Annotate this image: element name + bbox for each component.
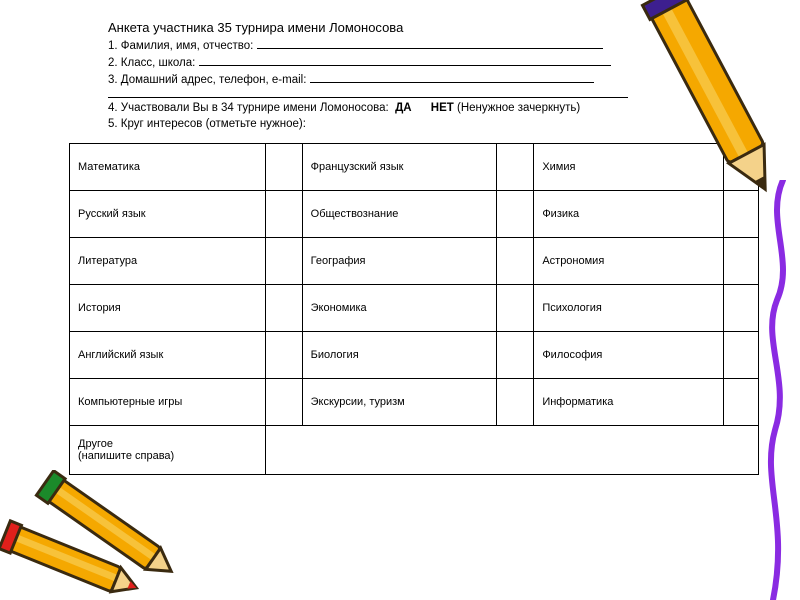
answer-yes[interactable]: ДА [395,102,412,114]
interest-checkbox[interactable] [265,285,302,332]
table-row [70,285,759,332]
table-row [70,332,759,379]
interest-label: Французский язык [302,144,497,191]
question-2-field[interactable] [199,54,611,66]
interest-label: Химия [534,144,724,191]
interest-checkbox[interactable] [497,144,534,191]
interest-checkbox[interactable] [265,238,302,285]
wavy-line-icon [755,180,800,600]
table-row-other [70,426,759,475]
interest-checkbox[interactable] [265,144,302,191]
interest-checkbox[interactable] [497,285,534,332]
interest-label: Компьютерные игры [70,379,266,426]
interest-label: Экономика [302,285,497,332]
interest-label: Русский язык [70,191,266,238]
question-4-label: 4. Участвовали Вы в 34 турнире имени Ломоносова: [108,102,389,114]
interest-label: Философия [534,332,724,379]
other-label [70,426,266,475]
interest-checkbox[interactable] [724,379,759,426]
interest-checkbox[interactable] [265,332,302,379]
interest-label: География [302,238,497,285]
interest-label: Литература [70,238,266,285]
interest-checkbox[interactable] [497,238,534,285]
answer-no[interactable]: НЕТ [430,102,454,114]
interest-label: Психология [534,285,724,332]
interest-checkbox[interactable] [724,332,759,379]
interest-checkbox[interactable] [724,285,759,332]
question-3-label: 3. Домашний адрес, телефон, e-mail: [108,74,307,86]
question-4-note: (Ненужное зачеркнуть) [456,102,581,114]
question-3-field[interactable] [310,71,594,83]
question-4 [108,100,668,116]
interest-checkbox[interactable] [497,332,534,379]
interest-checkbox[interactable] [724,238,759,285]
question-5-label: 5. Круг интересов (отметьте нужное): [108,118,306,130]
interest-checkbox[interactable] [497,379,534,426]
table-row [70,379,759,426]
question-1 [108,37,668,54]
survey-header [108,20,668,132]
interest-checkbox[interactable] [497,191,534,238]
other-input-cell[interactable] [265,426,758,475]
question-3-extra-line[interactable] [108,88,628,98]
table-row [70,238,759,285]
question-1-label: 1. Фамилия, имя, отчество: [108,40,254,52]
interest-label: Информатика [534,379,724,426]
interest-label: Обществознание [302,191,497,238]
question-2 [108,54,668,71]
interest-label: История [70,285,266,332]
other-label-line2: (напишите справа) [78,450,175,462]
pencil-top-right-icon [640,0,800,200]
form-title: Анкета участника 35 турнира имени Ломоносова [108,20,404,35]
interest-label: Физика [534,191,724,238]
interest-checkbox[interactable] [265,191,302,238]
interest-label: Астрономия [534,238,724,285]
interest-checkbox[interactable] [265,379,302,426]
other-label-line1: Другое [78,438,113,450]
interest-label: Экскурсии, туризм [302,379,497,426]
interest-label: Биология [302,332,497,379]
question-5 [108,116,668,132]
question-3 [108,71,668,88]
pencils-bottom-left-icon [0,470,180,600]
interest-label: Математика [70,144,266,191]
question-2-label: 2. Класс, школа: [108,57,196,69]
question-1-field[interactable] [257,37,603,49]
interest-label: Английский язык [70,332,266,379]
